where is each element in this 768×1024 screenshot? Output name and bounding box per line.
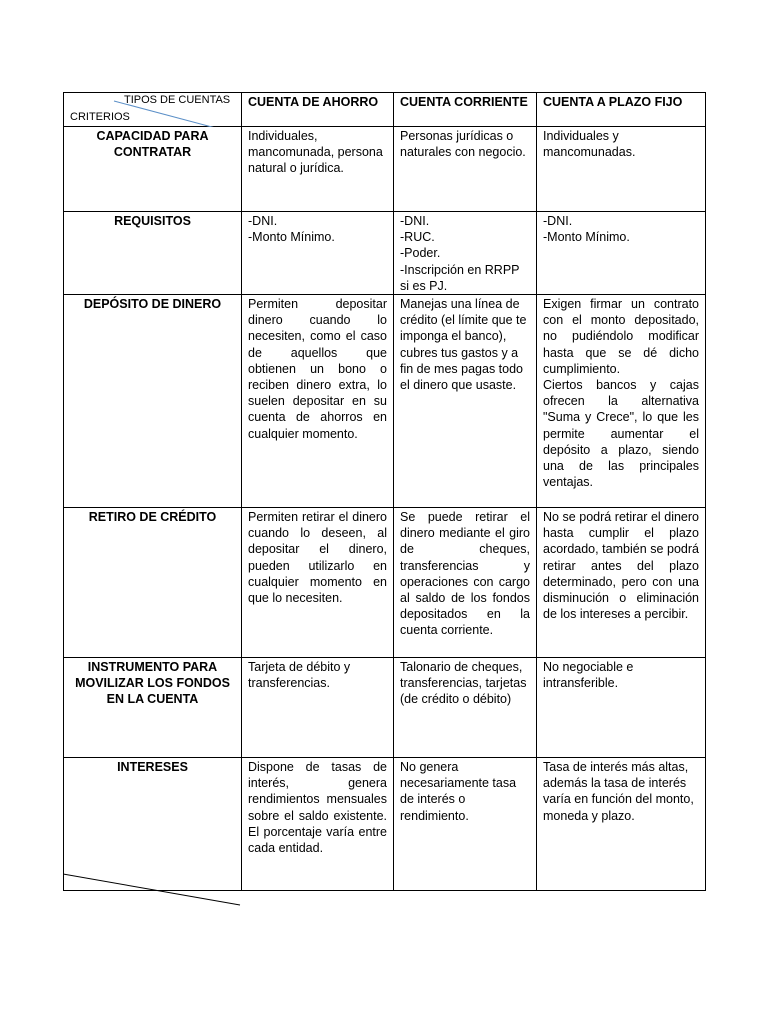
- stray-diagonal-line: [63, 872, 243, 908]
- table-row: [64, 295, 706, 508]
- table-row: [64, 758, 706, 891]
- criterion-label: DEPÓSITO DE DINERO: [64, 295, 242, 508]
- table-cell: Manejas una línea de crédito (el límite que te imponga el banco), cubres tus gastos y a fin de mes pagas todo el dinero que usaste.: [394, 295, 537, 508]
- table-cell: -DNI. -Monto Mínimo.: [537, 212, 706, 295]
- criterion-label: CAPACIDAD PARA CONTRATAR: [64, 127, 242, 212]
- table-cell: Tasa de interés más altas, además la tasa de interés varía en función del monto, moneda y plazo.: [537, 758, 706, 891]
- table-row: [64, 508, 706, 658]
- table-row: [64, 212, 706, 295]
- table-cell: -DNI. -RUC. -Poder. -Inscripción en RRPP si es PJ.: [394, 212, 537, 295]
- table-cell: Individuales y mancomunadas.: [537, 127, 706, 212]
- accounts-comparison-table: [63, 92, 706, 891]
- table-row: [64, 658, 706, 758]
- table-row: [64, 127, 706, 212]
- table-cell: -DNI. -Monto Mínimo.: [242, 212, 394, 295]
- table-cell: Tarjeta de débito y transferencias.: [242, 658, 394, 758]
- corner-top-label: TIPOS DE CUENTAS: [124, 94, 231, 106]
- corner-bottom-label: CRITERIOS: [70, 111, 130, 123]
- table-cell: Individuales, mancomunada, persona natural o jurídica.: [242, 127, 394, 212]
- table-cell: Permiten retirar el dinero cuando lo deseen, al depositar el dinero, pueden utilizarlo en cualquier momento en que lo necesiten.: [242, 508, 394, 658]
- header-row: [64, 93, 706, 127]
- column-header-corriente: CUENTA CORRIENTE: [394, 93, 537, 127]
- criterion-label: INTERESES: [64, 758, 242, 891]
- table-cell: Talonario de cheques, transferencias, tarjetas (de crédito o débito): [394, 658, 537, 758]
- table-cell: Exigen firmar un contrato con el monto depositado, no pudiéndolo modificar hasta que se dé dicho cumplimiento. Ciertos bancos y cajas ofrecen la alternativa "Suma y Crece", lo que les permite aumentar el depósito a plazo, siendo una de las principales ventajas.: [537, 295, 706, 508]
- criterion-label: RETIRO DE CRÉDITO: [64, 508, 242, 658]
- criterion-label: INSTRUMENTO PARA MOVILIZAR LOS FONDOS EN LA CUENTA: [64, 658, 242, 758]
- table-cell: Dispone de tasas de interés, genera rendimientos mensuales sobre el saldo existente. El porcentaje varía entre cada entidad.: [242, 758, 394, 891]
- table-cell: Se puede retirar el dinero mediante el giro de cheques, transferencias y operaciones con cargo al saldo de los fondos depositados en la cuenta corriente.: [394, 508, 537, 658]
- corner-cell: [64, 93, 242, 127]
- column-header-plazo-fijo: CUENTA A PLAZO FIJO: [537, 93, 706, 127]
- table-cell: No negociable e intransferible.: [537, 658, 706, 758]
- table-cell: No genera necesariamente tasa de interés o rendimiento.: [394, 758, 537, 891]
- table-cell: No se podrá retirar el dinero hasta cumplir el plazo acordado, también se podrá retirar antes del plazo determinado, pero con una disminución o eliminación de los intereses a percibir.: [537, 508, 706, 658]
- column-header-ahorro: CUENTA DE AHORRO: [242, 93, 394, 127]
- table-cell: Permiten depositar dinero cuando lo necesiten, como el caso de aquellos que obtienen un bono o reciben dinero extra, lo suelen depositar en su cuenta de ahorros en cualquier momento.: [242, 295, 394, 508]
- criterion-label: REQUISITOS: [64, 212, 242, 295]
- table-cell: Personas jurídicas o naturales con negocio.: [394, 127, 537, 212]
